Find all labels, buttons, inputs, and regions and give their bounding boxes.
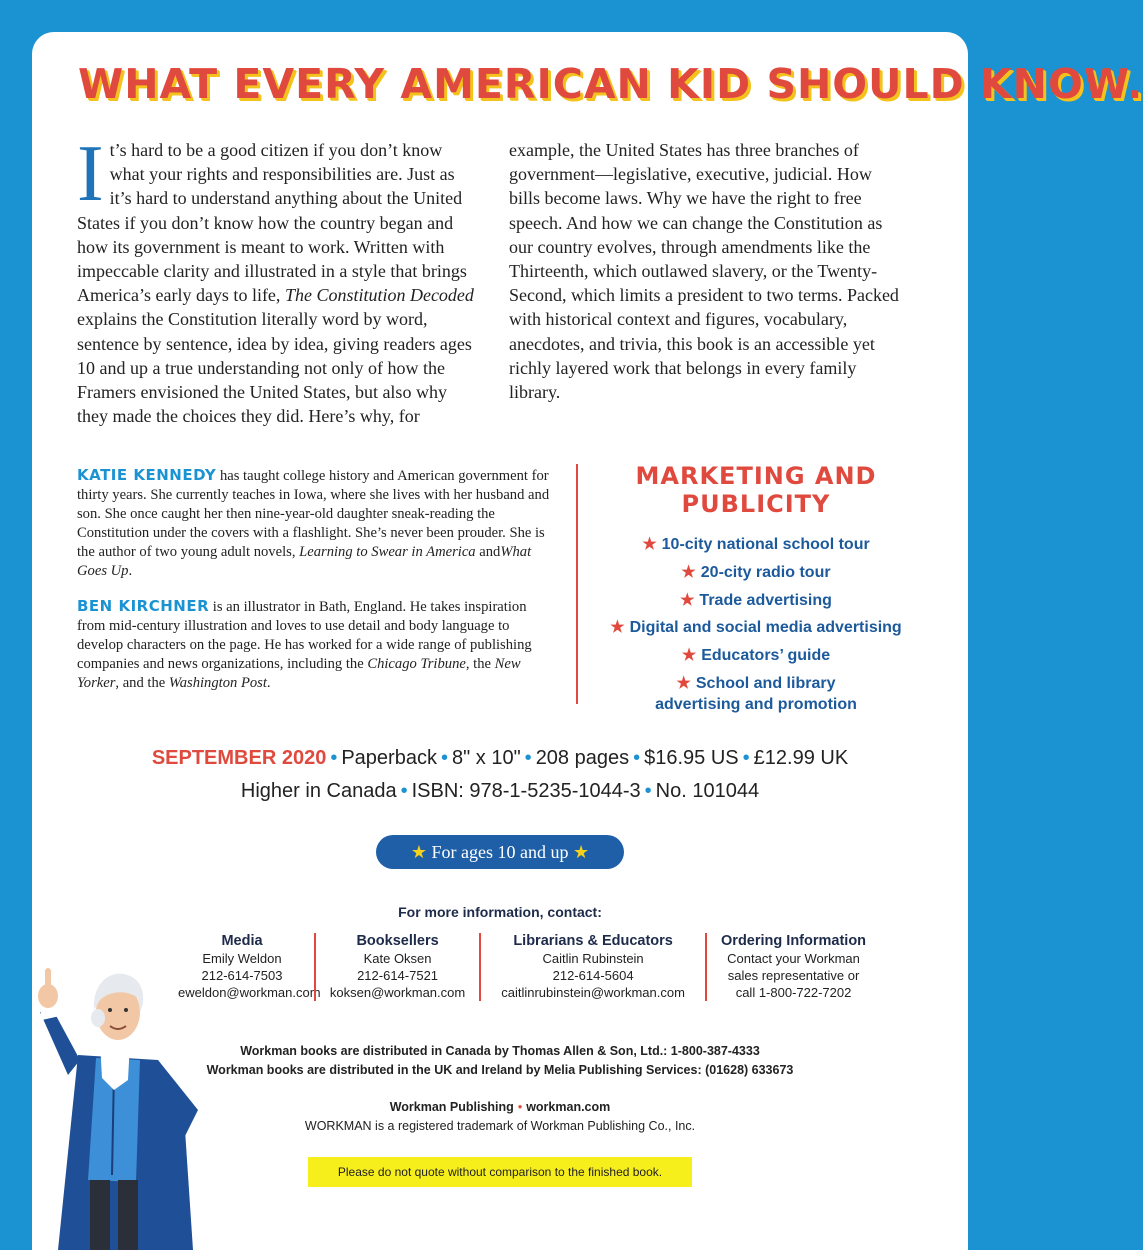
publisher-name: Workman Publishing xyxy=(389,1100,514,1114)
star-icon: ★ xyxy=(610,619,625,637)
trademark-notice: WORKMAN is a registered trademark of Workman Publishing Co., Inc. xyxy=(304,1119,696,1133)
distribution-uk: Workman books are distributed in the UK and Ireland by Melia Publishing Services: (01628) 633673 xyxy=(206,1063,794,1077)
marketing-title: MARKETING AND PUBLICITY xyxy=(635,462,877,518)
marketing-item: ★ Digital and social media advertising xyxy=(610,619,902,637)
email-link[interactable]: caitlinrubinstein@workman.com xyxy=(501,985,685,1000)
publication-date: SEPTEMBER 2020 xyxy=(151,747,327,769)
illustrator-name: BEN KIRCHNER xyxy=(77,597,210,615)
item-number: No. 101044 xyxy=(655,780,760,802)
contact-librarians: Librarians & Educators Caitlin Rubinstein 212-614-5604 caitlinrubinstein@workman.com xyxy=(479,933,705,1001)
drop-cap: I xyxy=(77,130,104,218)
age-badge-label: For ages 10 and up xyxy=(431,842,569,862)
age-badge xyxy=(376,835,624,869)
page-count: 208 pages xyxy=(535,747,630,769)
bullet-icon: • xyxy=(633,747,641,769)
star-icon: ★ xyxy=(642,536,657,553)
marketing-panel xyxy=(596,462,916,722)
marketing-list xyxy=(596,534,916,715)
disclaimer: Please do not quote without comparison to the finished book. xyxy=(308,1157,692,1187)
star-icon: ★ xyxy=(681,647,697,665)
headline: WHAT EVERY AMERICAN KID SHOULD KNOW. xyxy=(78,60,1143,108)
marketing-item: ★ 20-city radio tour xyxy=(681,563,831,581)
bullet-icon: • xyxy=(440,747,448,769)
distribution-canada: Workman books are distributed in Canada by Thomas Allen & Son, Ltd.: 1-800-387-4333 xyxy=(240,1044,760,1058)
star-icon: ★ xyxy=(681,563,696,581)
george-washington-illustration xyxy=(18,950,208,1250)
contact-booksellers: Booksellers Kate Oksen 212-614-7521 koksen@workman.com xyxy=(314,933,479,1001)
star-icon: ★ xyxy=(676,674,691,692)
publication-name: Washington Post xyxy=(168,675,267,691)
publisher-site[interactable]: workman.com xyxy=(526,1100,611,1114)
bio-text: . xyxy=(128,563,133,579)
contact-media: Media Emily Weldon 212-614-7503 eweldon@workman.com xyxy=(178,933,321,1000)
bio-text: is an illustrator in Bath, England. He takes inspiration from mid-century illustration and loves to use detail and body language to develop characters on the page. He has worked for a wide range of publishing companies and news organizations, including the xyxy=(77,599,532,672)
marketing-item: ★ Trade advertising xyxy=(680,591,832,609)
bullet-icon: • xyxy=(524,747,532,769)
intro-text-part1: t’s hard to be a good citizen if you don’t know what your rights and responsibilities are. Just as it’s hard to understand anything about the United States if you don’t know how the country began and how its government is meant to work. Written with impeccable clarity and illustrated in a style that brings America’s early days to life, xyxy=(77,140,467,306)
book-title: The Constitution Decoded xyxy=(284,285,474,306)
contact-ordering: Ordering Information Contact your Workman sales representative or call 1-800-722-7202 xyxy=(705,933,880,1001)
bullet-icon: • xyxy=(644,780,652,802)
marketing-item: ★ Educators’ guide xyxy=(681,647,831,665)
email-link[interactable]: eweldon@workman.com xyxy=(178,985,321,1000)
bio-text: , and the xyxy=(115,675,166,691)
bullet-icon: • xyxy=(517,1100,523,1114)
star-icon: ★ xyxy=(572,842,590,862)
format: Paperback xyxy=(341,747,437,769)
marketing-item: ★ 10-city national school tour xyxy=(642,536,870,553)
publication-name: Chicago Tribune xyxy=(367,656,466,672)
trim-size: 8" x 10" xyxy=(451,747,521,769)
section-divider xyxy=(576,464,578,704)
contact-heading: For more information, contact: xyxy=(398,904,602,920)
intro-text-part2: explains the Constitution literally word by word, sentence by sentence, idea by idea, giving readers ages 10 and up a true understanding not only of how the Framers envisioned the United States, but also why they made the choices they did. Here’s why, for example, the United States has three branches of government—legislative, executive, judicial. How bills become laws. Why we have the right to free speech. And how we can change the Constitution as our country evolves, through amendments like the Thirteenth, which outlawed slavery, or the Twenty-Second, which limits a president to two terms. Packed with historical context and figures, vocabulary, anecdotes, and trivia, this book is an accessible yet richly layered work that belongs in every family library. xyxy=(77,140,899,427)
intro-text xyxy=(77,130,907,428)
book-title: What Goes Up xyxy=(77,544,532,579)
email-link[interactable]: koksen@workman.com xyxy=(329,985,466,1000)
bullet-icon: • xyxy=(330,747,338,769)
publication-line-1 xyxy=(0,742,1000,775)
star-icon: ★ xyxy=(680,591,695,609)
bullet-icon: • xyxy=(742,747,750,769)
publication-name: New Yorker xyxy=(77,656,521,691)
bullet-icon: • xyxy=(400,780,408,802)
author-bios xyxy=(77,466,557,709)
price-canada: Higher in Canada xyxy=(240,780,397,802)
bio-text: and xyxy=(479,544,501,560)
bio-text: has taught college history and American government for thirty years. She currently teaches in Iowa, where she lives with her husband and son. She once caught her then nine-year-old daughter sneak-reading the Constitution under the covers with a flashlight. She’s never been prouder. She is the author of two young adult novels, xyxy=(77,468,550,560)
marketing-item: ★ School and library advertising and promotion xyxy=(655,674,857,713)
book-title: Learning to Swear in America xyxy=(299,544,476,560)
price-us: $16.95 US xyxy=(644,747,739,769)
bio-text: , the xyxy=(465,656,491,672)
publication-line-2 xyxy=(0,775,1000,808)
bio-ben-kirchner xyxy=(77,597,557,693)
bio-katie-kennedy xyxy=(77,466,557,581)
price-uk: £12.99 UK xyxy=(753,747,849,769)
publication-details xyxy=(0,742,1000,808)
contact-columns xyxy=(170,933,880,1001)
bio-text: . xyxy=(266,675,271,691)
author-name: KATIE KENNEDY xyxy=(77,466,217,484)
isbn: ISBN: 978-1-5235-1044-3 xyxy=(411,780,641,802)
star-icon: ★ xyxy=(410,842,427,862)
